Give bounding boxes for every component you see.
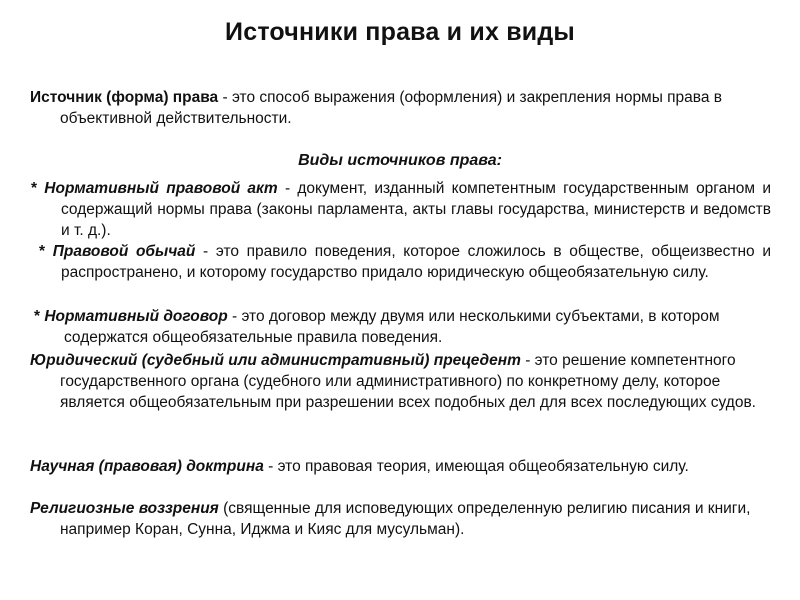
item-text: - документ, изданный компетентным государственным органом и содержащий нормы права (законы парламента, акты главы государства, министерств и ведомств и т. д.). bbox=[61, 180, 771, 239]
slide-title: Источники права и их виды bbox=[225, 18, 575, 46]
item-precedent bbox=[30, 350, 760, 413]
item-term: Религиозные воззрения bbox=[30, 500, 219, 517]
item-bullet: * bbox=[39, 243, 53, 260]
item-normative-act bbox=[31, 178, 771, 241]
types-subtitle: Виды источников права: bbox=[298, 152, 502, 169]
item-normative-contract bbox=[34, 306, 774, 348]
item-bullet: * bbox=[31, 180, 45, 197]
item-religious-views bbox=[30, 498, 760, 540]
item-text: - это договор между двумя или несколькими субъектами, в котором содержатся общеобязательные правила поведения. bbox=[64, 308, 720, 346]
item-text: - это правовая теория, имеющая общеобязательную силу. bbox=[263, 458, 689, 475]
item-term: Нормативный договор bbox=[44, 308, 228, 325]
item-text: - это правило поведения, которое сложилось в обществе, общеизвестно и распространено, и которому государство придало юридическую общеобязательную силу. bbox=[61, 243, 771, 281]
item-term: Нормативный правовой акт bbox=[44, 180, 278, 197]
item-doctrine bbox=[30, 456, 760, 477]
item-term: Научная (правовая) доктрина bbox=[30, 458, 264, 475]
item-text: (священные для исповедующих определенную религию писания и книги, например Коран, Сунна, Иджма и Кияс для мусульман). bbox=[60, 500, 751, 538]
item-text: - это решение компетентного государственного органа (судебного или административного) по конкретному делу, которое является общеобязательным при разрешении всех подобных дел для всех последующих судов. bbox=[60, 352, 756, 411]
definition-paragraph bbox=[30, 87, 772, 129]
item-term: Правовой обычай bbox=[52, 243, 196, 260]
item-term: Юридический (судебный или административный) прецедент bbox=[30, 352, 521, 369]
item-bullet: * bbox=[34, 308, 45, 325]
definition-text: - это способ выражения (оформления) и закрепления нормы права в объективной действительности. bbox=[60, 89, 723, 127]
item-legal-custom bbox=[39, 241, 771, 283]
definition-term: Источник (форма) права bbox=[30, 89, 219, 106]
